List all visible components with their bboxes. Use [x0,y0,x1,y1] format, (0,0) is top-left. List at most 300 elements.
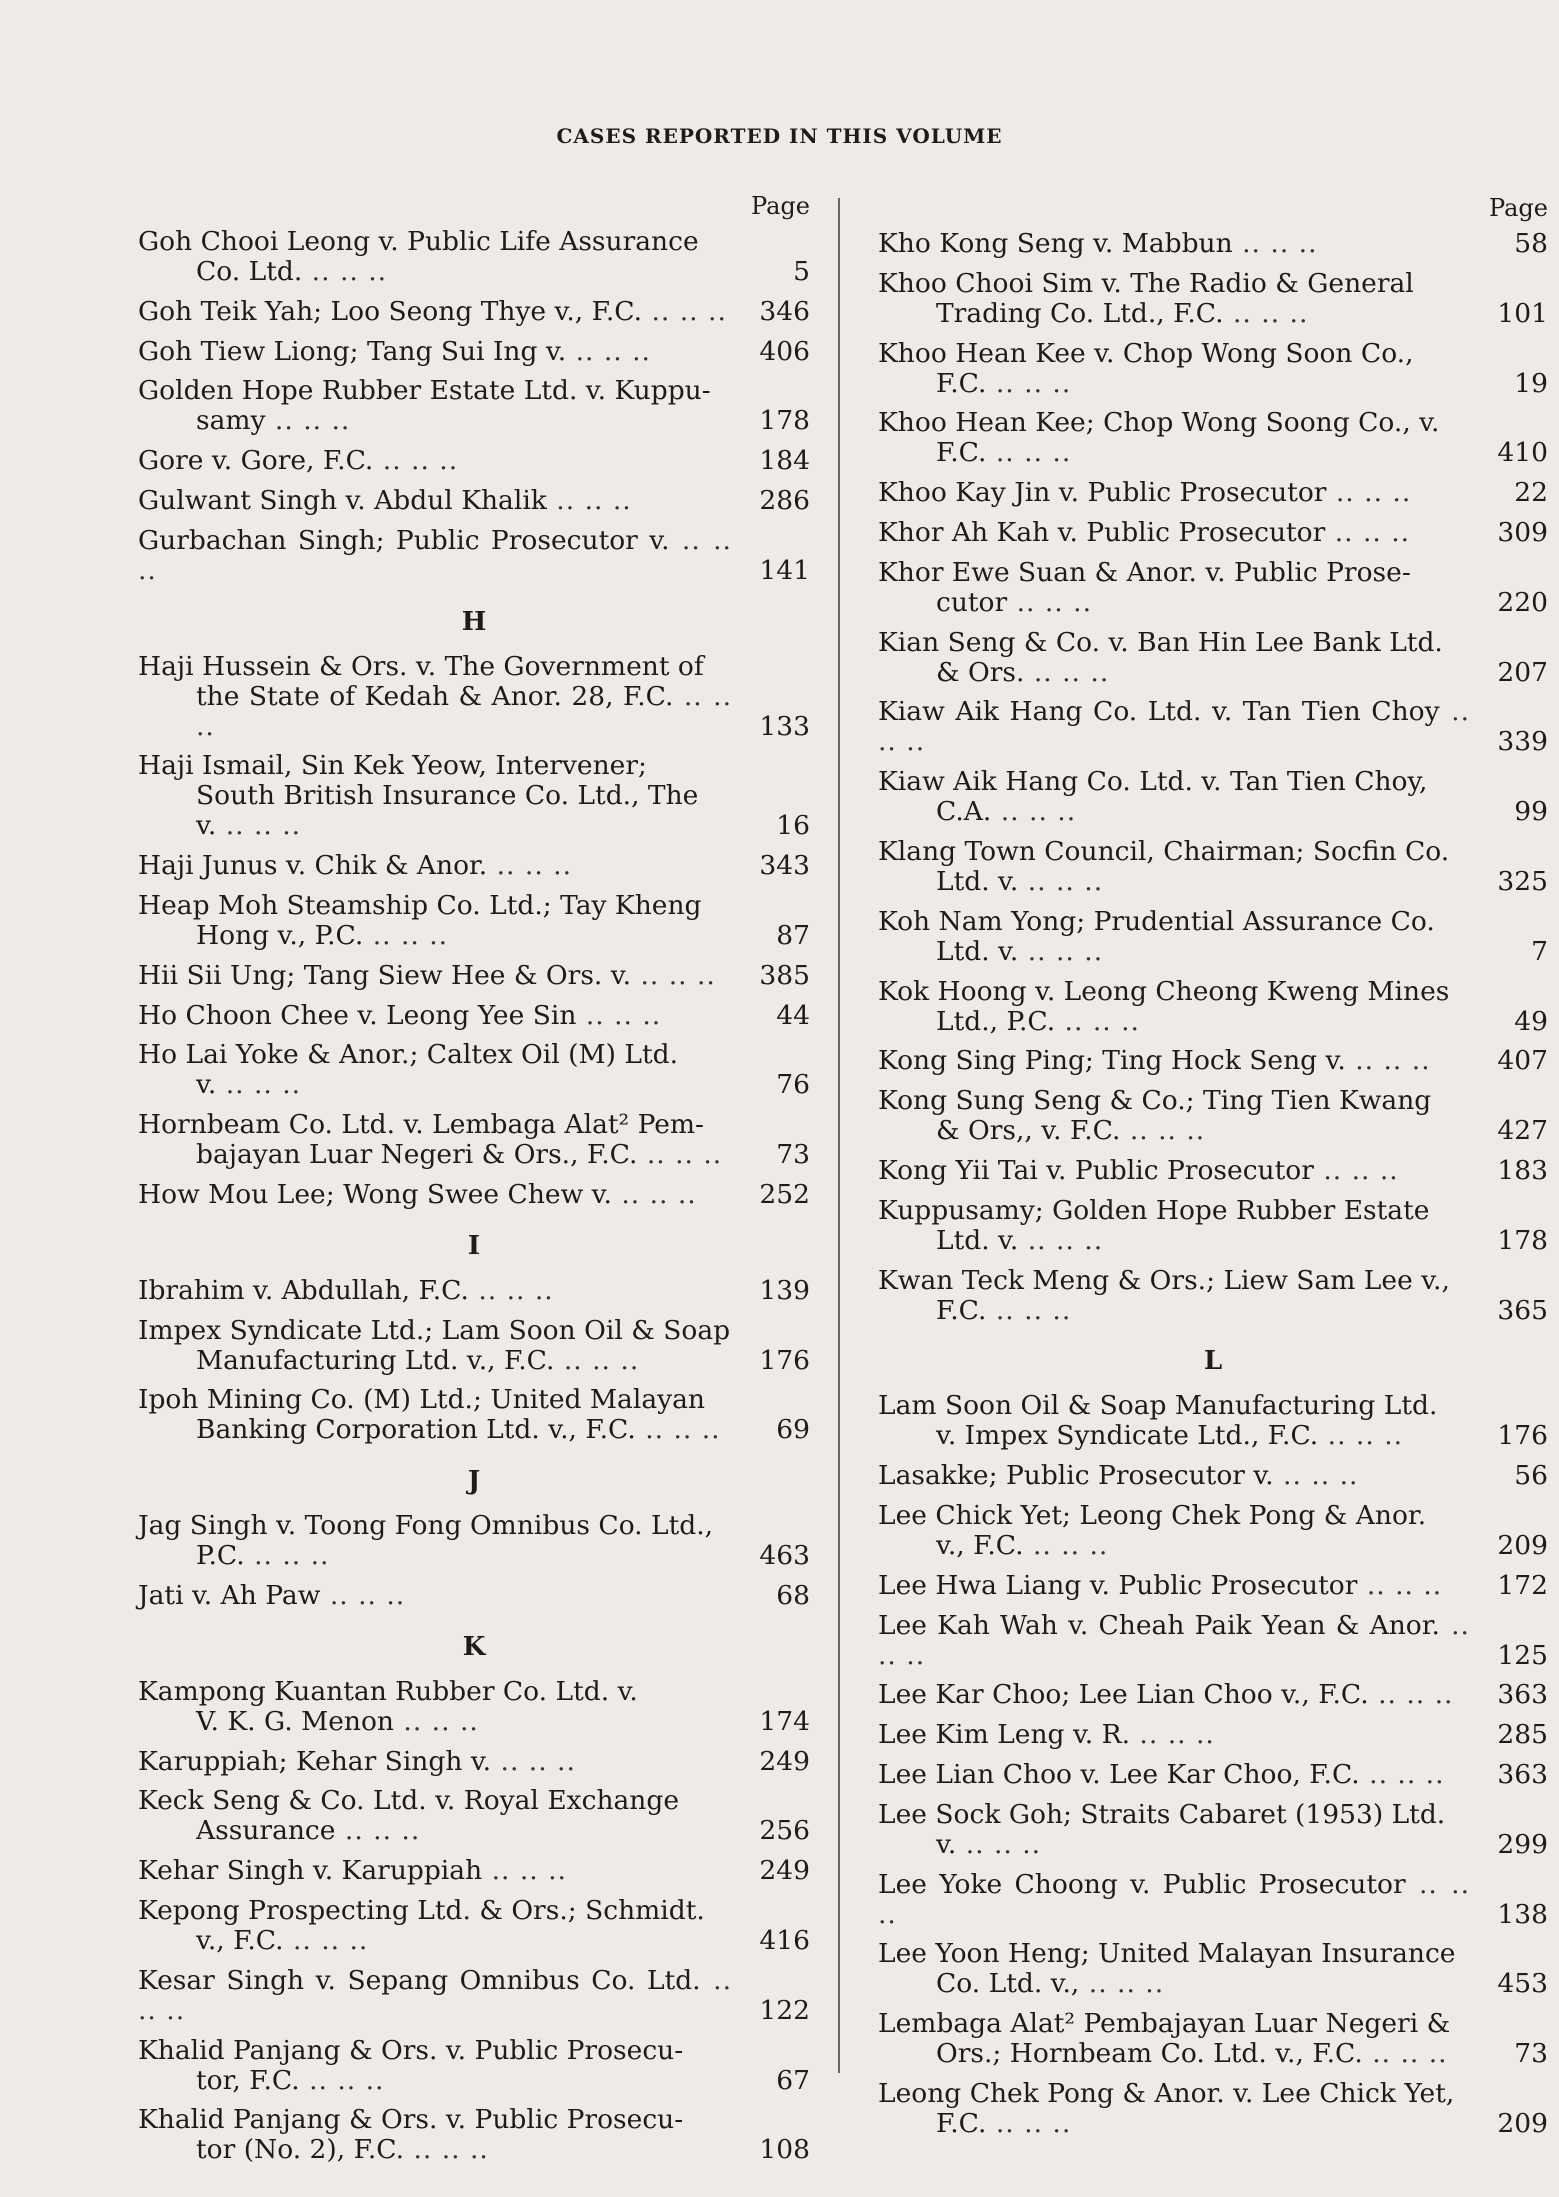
section-letter-heading: K [462,1631,486,1662]
case-name [878,1870,1470,1930]
section-letter-heading: I [467,1230,481,1261]
case-entry [878,1939,1548,1999]
case-name-line: Khoo Chooi Sim v. The Radio & General [878,267,1414,299]
dot-leader: .. .. .. [642,295,727,327]
page-number: 69 [776,1414,810,1446]
case-name-continuation: samy .. .. .. [196,405,351,437]
case-name [138,1180,732,1210]
case-name-continuation: Co. Ltd. v., .. .. .. [936,1968,1165,2000]
case-name-line: Khalid Panjang & Ors. v. Public Prosecu- [138,2104,684,2136]
page-number: 16 [776,810,810,842]
case-name [878,1156,1470,1186]
dot-leader: .. .. .. [1130,1719,1215,1751]
case-name-continuation: the State of Kedah & Anor. 28, F.C. .. .. .. [196,680,732,742]
dot-leader: .. .. .. [1362,2038,1448,2070]
page-number: 343 [759,850,810,882]
case-name [878,1939,1470,1999]
case-name [878,1760,1470,1790]
dot-leader: .. .. .. [611,1178,697,1210]
case-name-continuation: tor, F.C. .. .. .. [196,2064,385,2096]
case-name-continuation: Ltd., P.C. .. .. .. [936,1005,1140,1037]
dot-leader: .. .. .. [878,696,1470,758]
dot-leader: .. .. .. [283,1924,369,1956]
page-number: 220 [1497,586,1548,618]
page-number: 44 [776,999,810,1031]
dot-leader: .. .. .. [1018,935,1104,967]
case-name-line: Keck Seng & Co. Ltd. v. Royal Exchange [138,1785,680,1817]
case-entry [878,837,1548,897]
case-name [878,1391,1470,1451]
dot-leader: .. .. .. [299,2064,385,2096]
case-name [878,558,1470,618]
case-name [138,2105,732,2165]
case-name-continuation: Banking Corporation Ltd. v., F.C. .. .. .. [196,1414,721,1446]
case-entry [878,1461,1548,1491]
dot-leader: .. .. .. [1018,865,1104,897]
case-entry [138,652,810,742]
page-number: 108 [759,2134,810,2166]
case-entry [878,628,1548,688]
dot-leader: .. .. .. [986,2107,1072,2139]
case-name-line: Kok Hoong v. Leong Cheong Kweng Mines [878,975,1450,1007]
case-entry [878,697,1548,757]
dot-leader: .. .. .. [1326,477,1412,509]
page-number: 453 [1497,1968,1548,2000]
page-number: 207 [1497,656,1548,688]
case-name-line: Ibrahim v. Abdullah, F.C. .. .. .. [138,1274,554,1306]
case-entry [138,1316,810,1376]
page-column-label: Page [751,192,810,220]
dot-leader: .. .. .. [196,680,732,742]
case-name-continuation: F.C. .. .. .. [936,2107,1072,2139]
page-number: 73 [776,1139,810,1171]
dot-leader: .. .. .. [1313,1154,1399,1186]
case-name [138,652,732,742]
case-name-line: Kesar Singh v. Sepang Omnibus Co. Ltd. .. .. .. [138,1964,732,2026]
case-name [138,1385,732,1445]
case-name-continuation: Ltd. v. .. .. .. [936,1224,1104,1256]
case-name-continuation: tor (No. 2), F.C. .. .. .. [196,2134,489,2166]
case-name [878,977,1470,1037]
dot-leader: .. .. .. [1007,586,1092,618]
case-name [138,1747,732,1777]
case-name-line: Kho Kong Seng v. Mabbun .. .. .. [878,228,1318,259]
dot-leader: .. .. .. [216,810,302,842]
page-number: 299 [1497,1828,1548,1860]
case-name-line: Lam Soon Oil & Soap Manufacturing Ltd. [878,1390,1438,1422]
case-entry [138,1110,810,1170]
case-name-continuation: Hong v., P.C. .. .. .. [196,919,449,951]
case-entry [138,961,810,991]
page-number: 249 [759,1855,810,1887]
case-name-line: Lee Kim Leng v. R. .. .. .. [878,1719,1215,1751]
case-name [138,1581,732,1611]
case-entry [138,751,810,841]
page-number: 7 [1531,935,1548,967]
case-name-line: Haji Ismail, Sin Kek Yeow, Intervener; [138,750,647,782]
section-letter-heading: H [461,606,487,637]
column-divider [838,198,840,2073]
case-name [878,697,1470,757]
case-name [878,1461,1470,1491]
case-name [878,628,1470,688]
case-name [878,408,1470,468]
case-entry [878,558,1548,618]
case-name-continuation: v. Impex Syndicate Ltd., F.C. .. .. .. [936,1420,1404,1452]
page-number: 463 [759,1540,810,1572]
case-name-continuation: v. .. .. .. [196,810,302,842]
dot-leader: .. .. .. [393,1705,479,1737]
case-name [138,526,732,586]
dot-leader: .. .. .. [576,999,662,1031]
case-entry [138,376,810,436]
case-entry [138,446,810,476]
case-name-line: Lee Lian Choo v. Lee Kar Choo, F.C. .. .. .. [878,1758,1445,1790]
dot-leader: .. .. .. [554,1344,640,1376]
case-name [878,1046,1470,1076]
case-name [878,1680,1470,1710]
case-name [878,2009,1470,2069]
case-name-continuation: v. .. .. .. [936,1828,1042,1860]
dot-leader: .. .. .. [1368,1679,1454,1711]
right-groups [878,229,1548,2139]
dot-leader: .. .. .. [986,437,1072,469]
case-entry [878,1266,1548,1326]
dot-leader: .. .. .. [363,919,449,951]
case-name [138,1896,732,1956]
page-number: 184 [759,445,810,477]
case-name-continuation: Manufacturing Ltd. v., F.C. .. .. .. [196,1344,640,1376]
case-name-continuation: & Ors. .. .. .. [936,656,1110,688]
dot-leader: .. .. .. [1223,297,1309,329]
case-entry [138,1001,810,1031]
page-number: 67 [776,2064,810,2096]
case-name [878,1086,1470,1146]
dot-leader: .. .. .. [244,1540,330,1572]
page-number: 125 [1497,1639,1548,1671]
case-name [138,297,732,327]
case-name [138,851,732,881]
page-number: 68 [776,1579,810,1611]
case-name-line: Haji Junus v. Chik & Anor. .. .. .. [138,850,573,882]
dot-leader: .. .. .. [1357,1569,1443,1601]
left-groups [138,227,810,2165]
page-number: 141 [759,554,810,586]
case-name-line: Ho Choon Chee v. Leong Yee Sin .. .. .. [138,999,662,1031]
dot-leader: .. .. .. [320,1579,406,1611]
case-name [138,337,732,367]
case-entry [878,408,1548,468]
case-name-line: Khoo Kay Jin v. Public Prosecutor .. .. .. [878,477,1412,509]
case-entry [138,227,810,287]
page-number: 5 [793,256,810,287]
case-name-line: Jati v. Ah Paw .. .. .. [138,1579,406,1611]
page-number: 406 [759,335,810,367]
case-entry [138,1966,810,2026]
case-entry [138,1511,810,1571]
dot-leader: .. .. .. [373,445,459,477]
case-name [878,518,1470,548]
case-entry [878,339,1548,399]
case-name-line: Ipoh Mining Co. (M) Ltd.; United Malayan [138,1384,705,1416]
page-number: 178 [759,405,810,437]
page-number: 133 [759,710,810,742]
dot-leader: .. .. .. [487,850,573,882]
case-name [878,1800,1470,1860]
section-letter-heading: L [1203,1346,1223,1377]
dot-leader: .. .. .. [482,1855,567,1887]
case-name-line: Impex Syndicate Ltd.; Lam Soon Oil & Soap [138,1314,731,1346]
case-entry [138,1896,810,1956]
case-name-line: Leong Chek Pong & Anor. v. Lee Chick Yet, [878,2077,1455,2109]
case-name-line: Lasakke; Public Prosecutor v. .. .. .. [878,1460,1359,1492]
page-title: CASES REPORTED IN THIS VOLUME [556,124,1003,148]
dot-leader: .. .. .. [1055,1005,1140,1037]
page-number: 309 [1497,516,1548,548]
case-name-continuation: Co. Ltd. .. .. .. [196,256,388,287]
case-name-continuation: V. K. G. Menon .. .. .. [196,1705,479,1737]
case-entry [878,1760,1548,1790]
case-name-line: Kwan Teck Meng & Ors.; Liew Sam Lee v., [878,1264,1450,1296]
case-entry [878,1196,1548,1256]
page-number: 56 [1514,1460,1548,1492]
case-name [878,339,1470,399]
case-name-line: Gulwant Singh v. Abdul Khalik .. .. .. [138,484,632,516]
page-number: 346 [759,295,810,327]
page-number: 427 [1497,1115,1548,1147]
case-entry [138,851,810,881]
case-name-line: Khor Ah Kah v. Public Prosecutor .. .. .. [878,516,1411,548]
case-entry [138,1747,810,1777]
dot-leader: .. .. .. [1018,1224,1104,1256]
dot-leader: .. .. .. [546,484,632,516]
case-entry [878,229,1548,259]
case-name-line: Kampong Kuantan Rubber Co. Ltd. v. [138,1675,638,1707]
case-name-line: Golden Hope Rubber Estate Ltd. v. Kuppu- [138,375,711,407]
case-entry [878,269,1548,329]
case-entry [878,977,1548,1037]
dot-leader: .. .. .. [1120,1115,1206,1147]
case-name-line: Karuppiah; Kehar Singh v. .. .. .. [138,1745,576,1777]
case-entry [878,518,1548,548]
case-name-continuation: v. .. .. .. [196,1069,302,1101]
case-entry [138,1786,810,1846]
page-number: 73 [1514,2038,1548,2070]
case-name [138,227,732,287]
case-name [138,1511,732,1571]
case-name [878,1720,1470,1750]
case-name-continuation: bajayan Luar Negeri & Ors., F.C. .. .. .. [196,1139,723,1171]
case-entry [878,1156,1548,1186]
case-name [138,1856,732,1886]
case-name [138,486,732,516]
page-number: 19 [1514,367,1548,399]
case-entry [878,1611,1548,1671]
case-name [878,837,1470,897]
page-number: 101 [1497,297,1548,329]
case-name-line: Kiaw Aik Hang Co. Ltd. v. Tan Tien Choy .. .. .. [878,696,1470,758]
case-entry [878,1870,1548,1930]
dot-leader: .. .. .. [1232,228,1318,259]
dot-leader: .. .. .. [468,1274,554,1306]
case-name [138,891,732,951]
case-name-line: Kong Sung Seng & Co.; Ting Tien Kwang [878,1085,1432,1117]
dot-leader: .. .. .. [878,1609,1470,1671]
dot-leader: .. .. .. [1325,516,1411,548]
page-number: 252 [759,1178,810,1210]
case-name-line: Koh Nam Yong; Prudential Assurance Co. [878,905,1435,937]
case-name-continuation: Ltd. v. .. .. .. [936,865,1104,897]
case-name-continuation: Ors.; Hornbeam Co. Ltd. v., F.C. .. .. .. [936,2038,1448,2070]
case-entry [138,891,810,951]
page-number: 363 [1497,1679,1548,1711]
case-name-continuation: v., F.C. .. .. .. [936,1529,1109,1561]
case-name-continuation: P.C. .. .. .. [196,1540,330,1572]
case-name [138,1276,732,1306]
case-name-continuation: cutor .. .. .. [936,586,1092,618]
page-number: 285 [1497,1719,1548,1751]
page-number: 76 [776,1069,810,1101]
case-entry [138,337,810,367]
case-entry [878,767,1548,827]
dot-leader: .. .. .. [302,256,388,287]
case-entry [878,907,1548,967]
dot-leader: .. .. .. [1079,1968,1165,2000]
case-entry [138,2036,810,2096]
case-name-continuation: C.A. .. .. .. [936,796,1077,828]
case-name [878,2079,1470,2139]
page-number: 49 [1514,1005,1548,1037]
page-number: 410 [1497,437,1548,469]
page-number: 407 [1497,1045,1548,1077]
case-name-line: Khor Ewe Suan & Anor. v. Public Prose- [878,556,1411,588]
case-name-line: Hii Sii Ung; Tang Siew Hee & Ors. v. .. .. .. [138,959,716,991]
page-number: 22 [1514,477,1548,509]
page-number: 339 [1497,726,1548,758]
case-name-line: Lee Sock Goh; Straits Cabaret (1953) Ltd. [878,1798,1446,1830]
page-number: 176 [759,1344,810,1376]
dot-leader: .. .. .. [986,367,1072,399]
page-number: 87 [776,919,810,951]
dot-leader: .. .. .. [265,405,351,437]
dot-leader: .. .. .. [1024,656,1110,688]
case-name [878,1196,1470,1256]
case-entry [878,1800,1548,1860]
case-name-line: Kuppusamy; Golden Hope Rubber Estate [878,1194,1430,1226]
case-name [138,1966,732,2026]
dot-leader: .. .. .. [216,1069,302,1101]
dot-leader: .. .. .. [138,524,732,586]
case-name [138,1040,732,1100]
case-name-line: Jag Singh v. Toong Fong Omnibus Co. Ltd., [138,1510,714,1542]
case-name-line: Gore v. Gore, F.C. .. .. .. [138,445,459,477]
page-number: 58 [1514,228,1548,259]
dot-leader: .. .. .. [1318,1420,1404,1452]
case-name [878,478,1470,508]
dot-leader: .. .. .. [1273,1460,1359,1492]
page-number: 99 [1514,796,1548,828]
case-entry [878,2009,1548,2069]
case-name [138,751,732,841]
case-entry [138,1040,810,1100]
case-entry [878,2079,1548,2139]
dot-leader: .. .. .. [335,1815,421,1847]
case-name-line: Lee Hwa Liang v. Public Prosecutor .. .. .. [878,1569,1443,1601]
dot-leader: .. .. .. [878,1868,1470,1930]
right-column [878,185,1548,2149]
case-name-line: Kiaw Aik Hang Co. Ltd. v. Tan Tien Choy, [878,766,1428,798]
page-number: 138 [1497,1898,1548,1930]
page-number: 385 [759,959,810,991]
case-entry [878,1501,1548,1561]
case-entry [878,1720,1548,1750]
case-name [138,376,732,436]
case-name [138,1677,732,1737]
page-number: 139 [759,1274,810,1306]
case-name-continuation: South British Insurance Co. Ltd., The [196,780,699,812]
case-entry [878,478,1548,508]
case-entry [138,2105,810,2165]
case-name-line: Lee Yoke Choong v. Public Prosecutor .. .. .. [878,1868,1470,1930]
case-entry [138,1581,810,1611]
case-name-line: Goh Chooi Leong v. Public Life Assurance [138,226,699,257]
case-name-line: Heap Moh Steamship Co. Ltd.; Tay Kheng [138,889,702,921]
case-name [138,1316,732,1376]
case-name-line: Kong Sing Ping; Ting Hock Seng v. .. .. .. [878,1045,1431,1077]
dot-leader: .. .. .. [991,796,1077,828]
case-entry [138,526,810,586]
page-column-label: Page [1489,194,1548,222]
case-name-continuation: F.C. .. .. .. [936,437,1072,469]
case-name-line: Lembaga Alat² Pembajayan Luar Negeri & [878,2008,1451,2040]
case-name [138,1110,732,1170]
case-name-continuation: & Ors,, v. F.C. .. .. .. [936,1115,1206,1147]
page-number: 416 [759,1924,810,1956]
page-number: 172 [1497,1569,1548,1601]
case-name [138,1001,732,1031]
page-number: 325 [1497,865,1548,897]
case-name-continuation: Trading Co. Ltd., F.C. .. .. .. [936,297,1309,329]
case-entry [878,1086,1548,1146]
dot-leader: .. .. .. [491,1745,576,1777]
section-letter-heading: J [467,1466,481,1497]
dot-leader: .. .. .. [637,1139,723,1171]
dot-leader: .. .. .. [956,1828,1042,1860]
dot-leader: .. .. .. [566,335,651,367]
case-name-line: Gurbachan Singh; Public Prosecutor v. .. .. .. [138,524,732,586]
case-name-line: How Mou Lee; Wong Swee Chew v. .. .. .. [138,1178,697,1210]
case-entry [878,1571,1548,1601]
case-name [878,1611,1470,1671]
page-number: 209 [1497,2107,1548,2139]
case-name-line: Khoo Hean Kee v. Chop Wong Soon Co., [878,337,1414,369]
case-name-line: Hornbeam Co. Ltd. v. Lembaga Alat² Pem- [138,1109,705,1141]
case-entry [878,1391,1548,1451]
case-name [878,269,1470,329]
case-name-line: Goh Teik Yah; Loo Seong Thye v., F.C. .. .. .. [138,295,727,327]
case-name [138,961,732,991]
case-name-line: Kian Seng & Co. v. Ban Hin Lee Bank Ltd. [878,626,1443,658]
case-name-line: Ho Lai Yoke & Anor.; Caltex Oil (M) Ltd. [138,1039,679,1071]
case-name [878,1501,1470,1561]
case-name [138,446,732,476]
case-entry [878,1680,1548,1710]
dot-leader: .. .. .. [631,959,716,991]
case-entry [138,1856,810,1886]
case-name-continuation: F.C. .. .. .. [936,1294,1072,1326]
case-name [878,907,1470,967]
dot-leader: .. .. .. [986,1294,1072,1326]
